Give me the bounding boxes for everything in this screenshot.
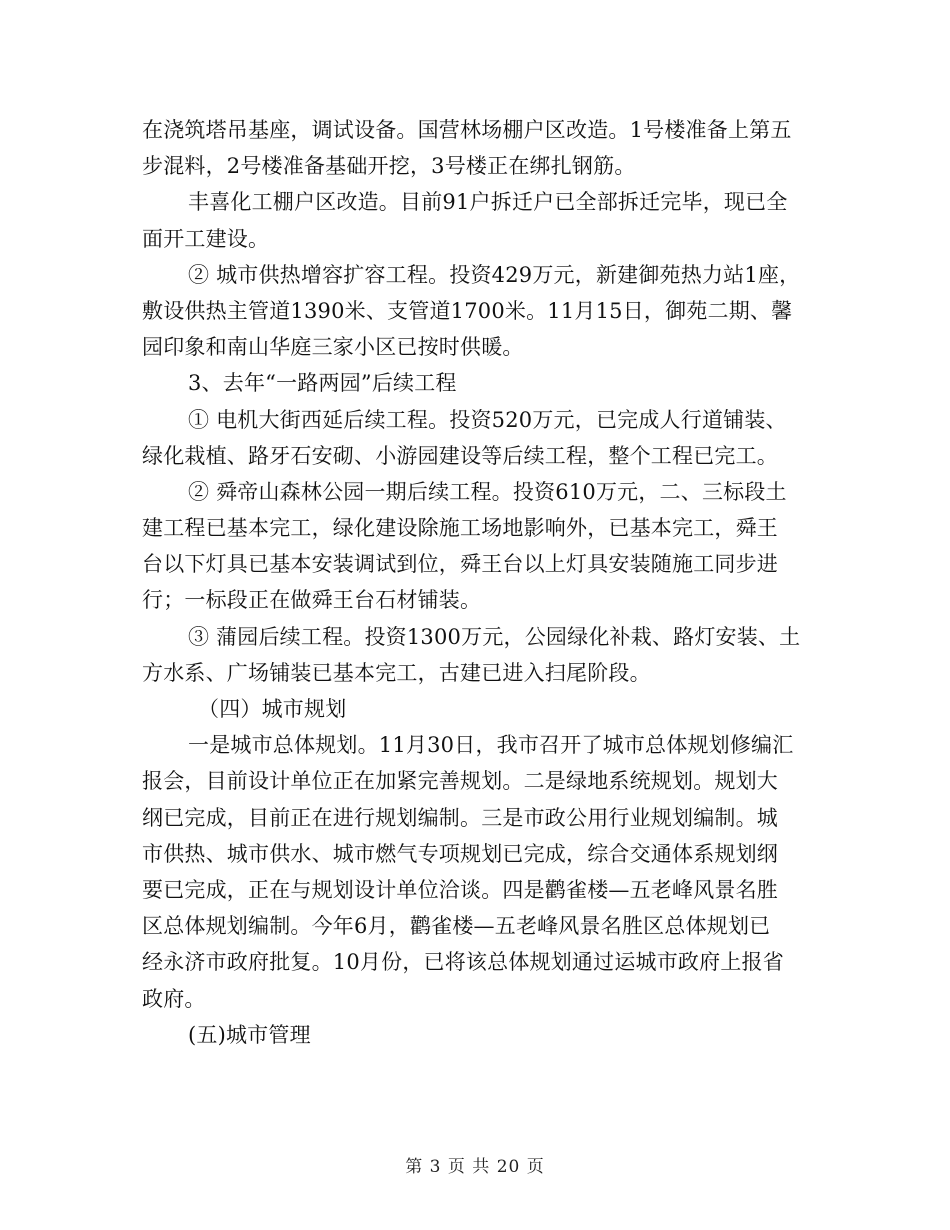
text-line: 方水系、广场铺装已基本完工，古建已进入扫尾阶段。 — [142, 660, 651, 685]
text-line: 丰喜化工棚户区改造。目前91户拆迁户已全部拆迁完毕，现已全 — [188, 190, 788, 215]
text-line: ③ 蒲园后续工程。投资1300万元，公园绿化补栽、路灯安装、土 — [188, 624, 801, 649]
text-line: 一是城市总体规划。11月30日，我市召开了城市总体规划修编汇 — [188, 733, 794, 758]
text-line: 台以下灯具已基本安装调试到位，舜王台以上灯具安装随施工同步进 — [142, 552, 778, 577]
text-line: 报会，目前设计单位正在加紧完善规划。二是绿地系统规划。规划大 — [142, 769, 778, 794]
text-line: 面开工建设。 — [142, 226, 270, 251]
text-line: 敷设供热主管道1390米、支管道1700米。11月15日，御苑二期、馨 — [142, 298, 793, 323]
text-line: 区总体规划编制。今年6月，鹳雀楼—五老峰风景名胜区总体规划已 — [142, 914, 771, 939]
text-line: 政府。 — [142, 986, 206, 1011]
text-line: ② 舜帝山森林公园一期后续工程。投资610万元，二、三标段土 — [188, 479, 787, 504]
text-line: 绿化栽植、路牙石安砌、小游园建设等后续工程，整个工程已完工。 — [142, 443, 778, 468]
page-number-footer: 第 3 页 共 20 页 — [405, 1157, 545, 1177]
text-line: 建工程已基本完工，绿化建设除施工场地影响外，已基本完工，舜王 — [142, 516, 778, 541]
section-heading: 3、去年“一路两园”后续工程 — [188, 371, 457, 396]
text-line: 要已完成，正在与规划设计单位洽谈。四是鹳雀楼—五老峰风景名胜 — [142, 877, 778, 902]
text-line: 纲已完成，目前正在进行规划编制。三是市政公用行业规划编制。城 — [142, 805, 778, 830]
text-line: 在浇筑塔吊基座，调试设备。国营林场棚户区改造。1号楼准备上第五 — [142, 118, 792, 142]
text-line: 步混料，2号楼准备基础开挖，3号楼正在绑扎钢筋。 — [142, 154, 636, 179]
text-line: ① 电机大街西延后续工程。投资520万元，已完成人行道铺装、 — [188, 407, 787, 432]
text-line: 园印象和南山华庭三家小区已按时供暖。 — [142, 335, 524, 360]
document-body — [142, 112, 810, 1053]
text-line: 经永济市政府批复。10月份，已将该总体规划通过运城市政府上报省 — [142, 950, 784, 975]
text-line: 市供热、城市供水、城市燃气专项规划已完成，综合交通体系规划纲 — [142, 841, 778, 866]
section-heading: （四）城市规划 — [198, 697, 347, 721]
section-heading: (五)城市管理 — [188, 1022, 311, 1047]
text-line: 行；一标段正在做舜王台石材铺装。 — [142, 588, 482, 613]
text-line: ② 城市供热增容扩容工程。投资429万元，新建御苑热力站1座， — [188, 262, 801, 287]
